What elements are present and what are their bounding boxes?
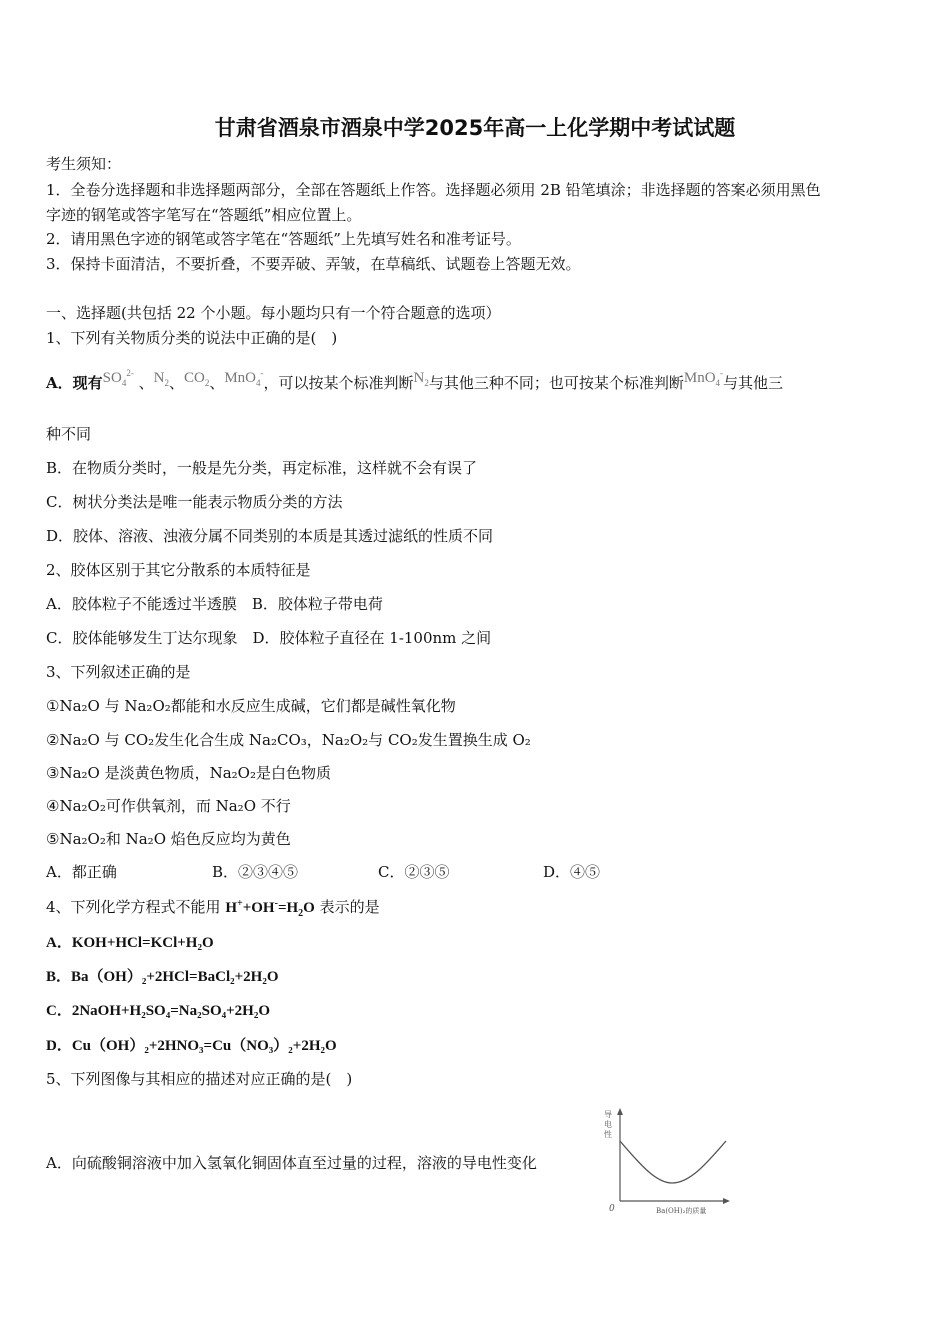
question-2-options-cd: C．胶体能够发生丁达尔现象 D．胶体粒子直径在 1-100nm 之间 xyxy=(46,629,492,647)
nitrogen-formula-2: $N_2$ xyxy=(413,370,429,388)
question-2-options-ab: A．胶体粒子不能透过半透膜 B．胶体粒子带电荷 xyxy=(46,595,383,613)
notice-item-3: 3．保持卡面清洁，不要折叠，不要弄破、弄皱，在草稿纸、试题卷上答题无效。 xyxy=(46,255,581,273)
option-a-end: 与其他三 xyxy=(723,374,784,392)
question-4-option-d: D．Cu（OH）₂+2HNO₃=Cu（NO₃）₂+2H₂O xyxy=(46,1038,337,1054)
question-4-stem-prefix: 4、下列化学方程式不能用 xyxy=(46,898,226,916)
question-1-option-a: A．现有$SO_4^{2-}$ 、$N_2$、$CO_2$、MnO$_4$-，可以按某个标准判断$N_2$与其他三种不同；也可按某个标准判断MnO$_4$-与其他三 xyxy=(46,368,784,392)
notice-item-1-line-1: 1．全卷分选择题和非选择题两部分，全部在答题纸上作答。选择题必须用 2B 铅笔填涂；非选择题的答案必须用黑色 xyxy=(46,181,821,199)
ionic-equation: $H^++OH^-=H_2O$ xyxy=(225,898,315,919)
question-3-option-d: D．④⑤ xyxy=(543,863,601,881)
question-3-statement-1: ①Na₂O 与 Na₂O₂都能和水反应生成碱，它们都是碱性氧化物 xyxy=(46,697,456,715)
graph-xlabel: Ba(OH)₂的质量 xyxy=(656,1207,707,1215)
graph-y-arrow xyxy=(617,1108,623,1115)
question-3-option-c: C．②③⑤ xyxy=(378,863,450,881)
question-3-statement-3: ③Na₂O 是淡黄色物质，Na₂O₂是白色物质 xyxy=(46,764,331,782)
question-3-option-a: A．都正确 xyxy=(46,863,117,881)
co2-formula: $CO_2$ xyxy=(183,370,210,388)
section-1-heading: 一、选择题(共包括 22 个小题。每小题均只有一个符合题意的选项） xyxy=(46,304,501,322)
notice-item-2: 2．请用黑色字迹的钢笔或答字笔在“答题纸”上先填写姓名和准考证号。 xyxy=(46,230,521,248)
question-2-stem: 2、胶体区别于其它分散系的本质特征是 xyxy=(46,561,311,579)
graph-curve xyxy=(620,1141,726,1183)
notice-heading: 考生须知： xyxy=(46,155,122,173)
question-5-stem: 5、下列图像与其相应的描述对应正确的是( ) xyxy=(46,1070,353,1088)
question-3-statement-2: ②Na₂O 与 CO₂发生化合生成 Na₂CO₃，Na₂O₂与 CO₂发生置换生成 O₂ xyxy=(46,731,531,749)
question-1-option-a-continued: 种不同 xyxy=(46,425,92,443)
graph-ylabel-1: 导 xyxy=(604,1110,612,1119)
question-3-option-b: B．②③④⑤ xyxy=(212,863,299,881)
conductivity-graph xyxy=(602,1105,732,1217)
question-3-statement-4: ④Na₂O₂可作供氧剂，而 Na₂O 不行 xyxy=(46,797,291,815)
question-1-option-d: D．胶体、溶液、浊液分属不同类别的本质是其透过滤纸的性质不同 xyxy=(46,527,494,545)
graph-ylabel-3: 性 xyxy=(604,1130,612,1139)
page-title: 甘肃省酒泉市酒泉中学2025年高一上化学期中考试试题 xyxy=(214,116,736,140)
question-4-option-c: C．2NaOH+H₂SO₄=Na₂SO₄+2H₂O xyxy=(46,1003,270,1019)
graph-origin: 0 xyxy=(609,1204,615,1214)
permanganate-formula: MnO$_4$- xyxy=(224,368,264,388)
question-4-stem xyxy=(46,896,380,919)
permanganate-formula-2: MnO$_4$- xyxy=(683,368,724,388)
question-4-option-b: B．Ba（OH）₂+2HCl=BaCl₂+2H₂O xyxy=(46,969,279,985)
nitrogen-formula: $N_2$ xyxy=(153,370,169,388)
option-a-mid-2: 与其他三种不同；也可按某个标准判断 xyxy=(428,374,684,392)
question-5-option-a: A．向硫酸铜溶液中加入氢氧化铜固体直至过量的过程，溶液的导电性变化 xyxy=(46,1154,537,1172)
sulfate-formula: $SO_4^{2-}$ xyxy=(102,368,134,388)
question-1-stem: 1、下列有关物质分类的说法中正确的是( ) xyxy=(46,329,338,347)
question-1-option-b: B．在物质分类时，一般是先分类，再定标准，这样就不会有误了 xyxy=(46,459,478,477)
question-3-statement-5: ⑤Na₂O₂和 Na₂O 焰色反应均为黄色 xyxy=(46,830,291,848)
option-a-mid-1: ，可以按某个标准判断 xyxy=(263,374,414,392)
question-3-stem: 3、下列叙述正确的是 xyxy=(46,663,191,681)
question-4-option-a: A．KOH+HCl=KCl+H₂O xyxy=(46,935,214,951)
option-a-prefix: A．现有 xyxy=(46,374,103,392)
graph-x-arrow xyxy=(723,1198,730,1204)
notice-item-1-line-2: 字迹的钢笔或答字笔写在“答题纸”相应位置上。 xyxy=(46,206,362,224)
question-4-stem-suffix: 表示的是 xyxy=(314,898,380,916)
question-1-option-c: C．树状分类法是唯一能表示物质分类的方法 xyxy=(46,493,343,511)
graph-ylabel-2: 电 xyxy=(604,1120,612,1129)
